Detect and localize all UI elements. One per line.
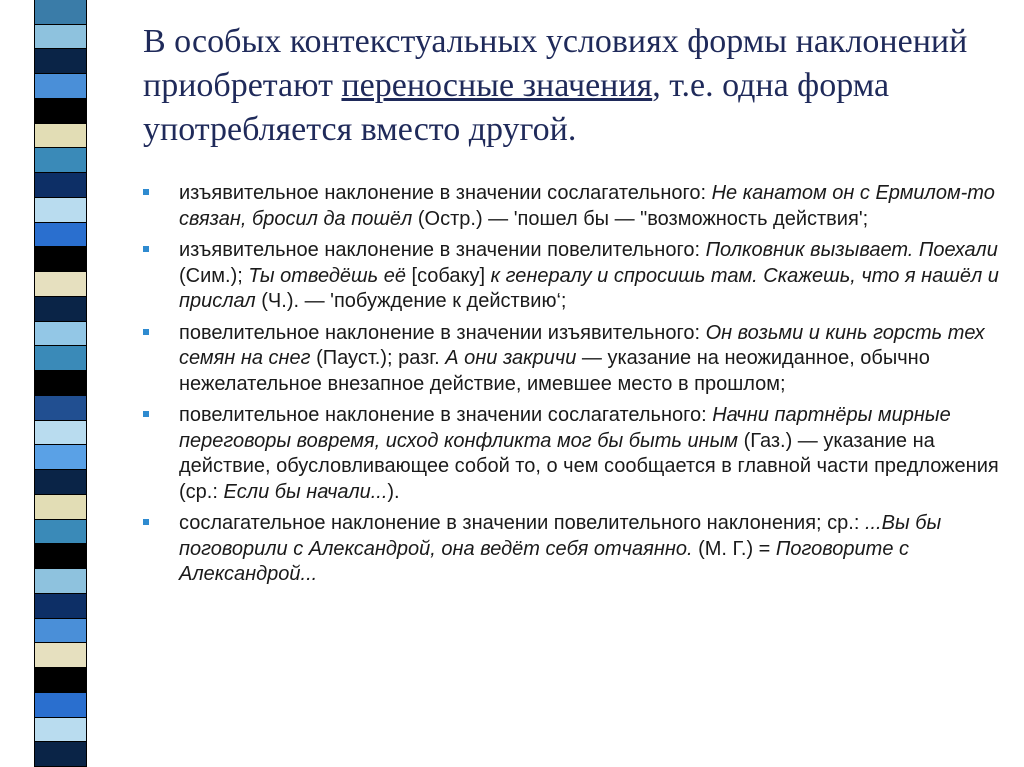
stripe-segment — [35, 718, 86, 743]
slide-title — [143, 20, 1003, 152]
stripe-segment — [35, 272, 86, 297]
square-bullet-icon — [143, 189, 149, 195]
item-text: (Остр.) — 'пошел бы — "возможность действия'; — [412, 207, 869, 230]
stripe-segment — [35, 470, 86, 495]
list-item — [136, 181, 1006, 232]
stripe-segment — [35, 297, 86, 322]
item-example: к генералу и спросишь там. Скажешь, что я нашёл и прислал — [179, 264, 999, 312]
stripe-segment — [35, 396, 86, 421]
item-text: повелительное наклонение в значении сослагательного: — [179, 404, 713, 426]
stripe-segment — [35, 421, 86, 446]
item-text: сослагательное наклонение в значении повелительного наклонения; ср.: — [179, 512, 865, 534]
stripe-segment — [35, 619, 86, 644]
stripe-segment — [35, 0, 86, 25]
item-example: Ты отведёшь её — [248, 264, 406, 287]
stripe-segment — [35, 124, 86, 149]
item-example: Поговорите с Александрой... — [179, 537, 910, 585]
stripe-segment — [35, 594, 86, 619]
stripe-segment — [35, 148, 86, 173]
item-example: А они закричи — [445, 347, 577, 369]
bullet-list — [136, 181, 1006, 594]
stripe-segment — [35, 173, 86, 198]
stripe-segment — [35, 49, 86, 74]
item-text: [собаку] — [405, 264, 491, 287]
item-text: (Ч.). — 'побуждение к действию‘; — [255, 290, 567, 312]
stripe-segment — [35, 99, 86, 124]
item-example: ...Вы бы поговорили с Александрой, она ведёт себя отчаянно. — [179, 512, 942, 560]
stripe-segment — [35, 198, 86, 223]
title-text-part1: В особых контекстуальных условиях формы наклонений приобретают — [143, 23, 968, 104]
list-item — [136, 511, 1006, 588]
title-underlined-term: переносные значения — [341, 67, 653, 104]
item-text: ). — [387, 480, 400, 503]
item-example: Начни партнёры мирные переговоры вовремя, исход конфликта мог бы быть иным — [179, 404, 951, 452]
stripe-segment — [35, 25, 86, 50]
stripe-segment — [35, 346, 86, 371]
item-text: (Сим.); — [179, 264, 249, 287]
stripe-segment — [35, 322, 86, 347]
square-bullet-icon — [143, 519, 149, 525]
square-bullet-icon — [143, 246, 149, 252]
item-text: — указание на неожиданное, обычно нежелательное внезапное действие, имевшее место в прошлом; — [179, 347, 930, 395]
list-item — [136, 238, 1006, 315]
stripe-segment — [35, 371, 86, 396]
stripe-segment — [35, 668, 86, 693]
item-text: (Пауст.); разг. — [310, 347, 446, 369]
item-text: изъявительное наклонение в значении сослагательного: — [179, 182, 712, 204]
stripe-segment — [35, 247, 86, 272]
item-text: изъявительное наклонение в значении повелительного: — [179, 239, 706, 261]
item-example: Полковник вызывает. Поехали — [705, 239, 998, 261]
stripe-segment — [35, 643, 86, 668]
stripe-segment — [35, 569, 86, 594]
stripe-segment — [35, 223, 86, 248]
stripe-segment — [35, 74, 86, 99]
item-example: Он возьми и кинь горсть тех семян на снег — [179, 321, 985, 369]
square-bullet-icon — [143, 411, 149, 417]
item-text: (Газ.) — указание на действие, обусловливающее собой то, о чем сообщается в главной части предложения (ср.: — [179, 429, 999, 503]
title-text-part2: , т.е. одна форма употребляется вместо другой. — [143, 67, 890, 148]
stripe-segment — [35, 445, 86, 470]
stripe-segment — [35, 544, 86, 569]
item-example: Если бы начали... — [223, 480, 388, 503]
vertical-striped-bar — [34, 0, 87, 767]
item-example: Не канатом он с Ермилом-то связан, бросил да пошёл — [179, 182, 995, 230]
stripe-segment — [35, 495, 86, 520]
stripe-segment — [35, 742, 86, 767]
list-item — [136, 403, 1006, 505]
item-text: повелительное наклонение в значении изъявительного: — [179, 321, 706, 344]
stripe-segment — [35, 693, 86, 718]
square-bullet-icon — [143, 329, 149, 335]
item-text: (М. Г.) = — [692, 537, 776, 560]
stripe-segment — [35, 520, 86, 545]
list-item — [136, 321, 1006, 398]
